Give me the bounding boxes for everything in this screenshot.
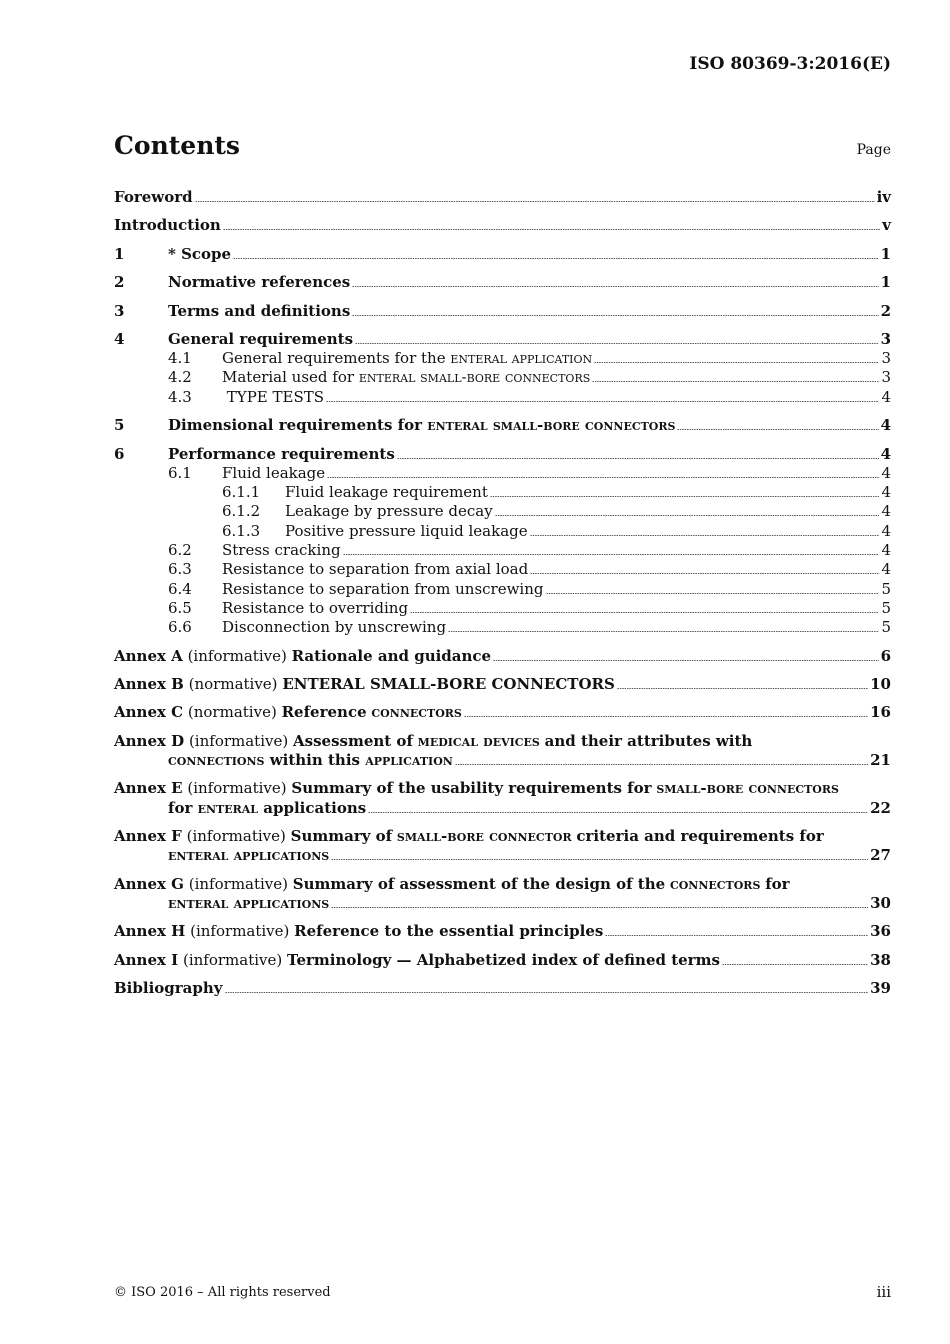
toc-entry-scope[interactable]: 1 * Scope 1 — [114, 245, 891, 263]
toc-entry-introduction[interactable]: Introduction v — [114, 216, 891, 234]
toc-entry-annex-d-line2[interactable]: connections within this application 21 — [168, 751, 891, 769]
toc-entry-annex-f-line1[interactable]: Annex F (informative) Summary of small-bore connector criteria and requirements for — [114, 827, 824, 845]
copyright-notice: © ISO 2016 – All rights reserved — [114, 1285, 331, 1300]
page-column-label: Page — [856, 142, 891, 158]
toc-entry-foreword[interactable]: Foreword iv — [114, 188, 891, 206]
toc-entry-annex-h[interactable]: Annex H (informative) Reference to the essential principles 36 — [114, 922, 891, 940]
toc-entry-annex-g-line1[interactable]: Annex G (informative) Summary of assessment of the design of the connectors for — [114, 875, 790, 893]
toc-entry-6-1-3[interactable]: 6.1.3 Positive pressure liquid leakage 4 — [222, 522, 891, 540]
toc-entry-dimensional-requirements[interactable]: 5 Dimensional requirements for enteral small-bore connectors 4 — [114, 416, 891, 434]
toc-entry-annex-e-line2[interactable]: for enteral applications 22 — [168, 799, 891, 817]
toc-entry-annex-a[interactable]: Annex A (informative) Rationale and guidance 6 — [114, 647, 891, 665]
toc-entry-4-1[interactable]: 4.1 General requirements for the enteral application 3 — [168, 349, 891, 367]
toc-entry-normative-references[interactable]: 2 Normative references 1 — [114, 273, 891, 291]
toc-entry-annex-c[interactable]: Annex C (normative) Reference connectors 16 — [114, 703, 891, 721]
toc-entry-6-6[interactable]: 6.6 Disconnection by unscrewing 5 — [168, 618, 891, 636]
toc-entry-6-2[interactable]: 6.2 Stress cracking 4 — [168, 541, 891, 559]
toc-entry-6-1[interactable]: 6.1 Fluid leakage 4 — [168, 464, 891, 482]
toc-entry-annex-d-line1[interactable]: Annex D (informative) Assessment of medical devices and their attributes with — [114, 732, 753, 750]
page-number: iii — [876, 1283, 891, 1301]
toc-entry-4-2[interactable]: 4.2 Material used for enteral small-bore connectors 3 — [168, 368, 891, 386]
toc-entry-6-1-1[interactable]: 6.1.1 Fluid leakage requirement 4 — [222, 483, 891, 501]
toc-entry-general-requirements[interactable]: 4 General requirements 3 — [114, 330, 891, 348]
toc-entry-6-1-2[interactable]: 6.1.2 Leakage by pressure decay 4 — [222, 502, 891, 520]
page-title: Contents — [114, 131, 241, 160]
toc-entry-performance-requirements[interactable]: 6 Performance requirements 4 — [114, 445, 891, 463]
toc-entry-6-4[interactable]: 6.4 Resistance to separation from unscrewing 5 — [168, 580, 891, 598]
document-id: ISO 80369-3:2016(E) — [689, 54, 891, 74]
toc-entry-annex-g-line2[interactable]: enteral applications 30 — [168, 894, 891, 912]
toc-entry-annex-e-line1[interactable]: Annex E (informative) Summary of the usability requirements for small-bore connectors — [114, 779, 839, 797]
toc-entry-bibliography[interactable]: Bibliography 39 — [114, 979, 891, 997]
toc-entry-annex-b[interactable]: Annex B (normative) ENTERAL SMALL-BORE CONNECTORS 10 — [114, 675, 891, 693]
toc-entry-4-3[interactable]: 4.3 TYPE TESTS 4 — [168, 388, 891, 406]
toc-entry-terms-definitions[interactable]: 3 Terms and definitions 2 — [114, 302, 891, 320]
toc-entry-annex-i[interactable]: Annex I (informative) Terminology — Alphabetized index of defined terms 38 — [114, 951, 891, 969]
toc-entry-6-5[interactable]: 6.5 Resistance to overriding 5 — [168, 599, 891, 617]
toc-entry-annex-f-line2[interactable]: enteral applications 27 — [168, 846, 891, 864]
toc-entry-6-3[interactable]: 6.3 Resistance to separation from axial load 4 — [168, 560, 891, 578]
